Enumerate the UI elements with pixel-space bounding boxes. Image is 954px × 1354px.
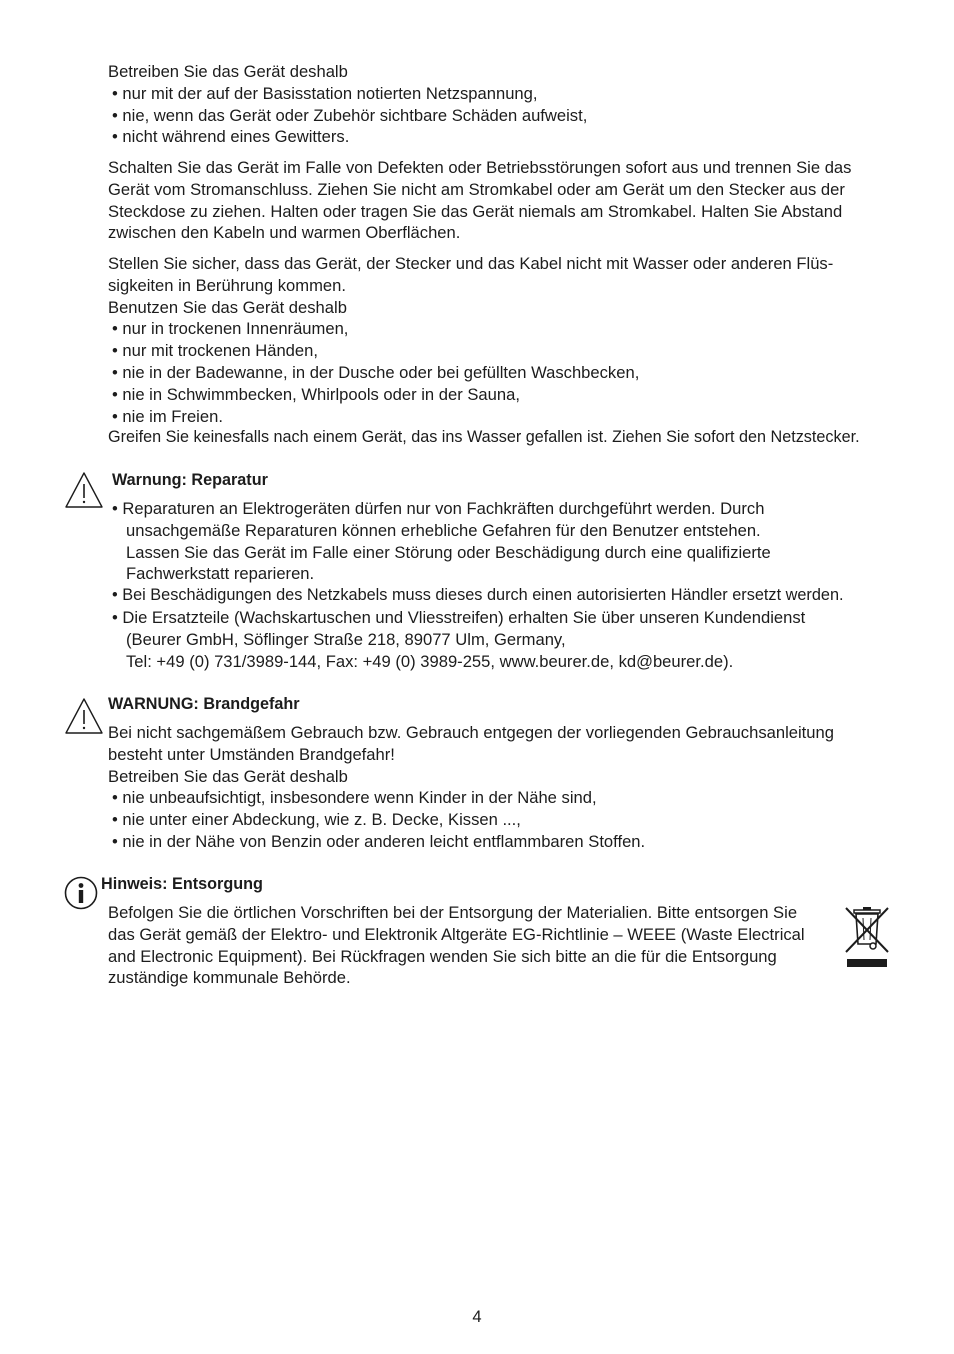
list-item-continuation: Lassen Sie das Gerät im Falle einer Störung oder Beschädigung durch eine qualifizierte — [126, 542, 771, 562]
defect-paragraph — [108, 157, 898, 244]
body-text: Betreiben Sie das Gerät deshalb — [108, 766, 348, 786]
list-item: • Bei Beschädigungen des Netzkabels muss dieses durch einen autorisierten Händler ersetzt werden. — [108, 585, 898, 607]
body-text: Greifen Sie keinesfalls nach einem Gerät, das ins Wasser gefallen ist. Ziehen Sie sofort den Netzstecker. — [108, 428, 860, 447]
warning-fire-title: WARNUNG: Brandgefahr — [108, 695, 300, 713]
list-item: • nicht während eines Gewitters. — [108, 126, 898, 148]
list-item: • nie in Schwimmbecken, Whirlpools oder in der Sauna, — [108, 384, 898, 406]
list-item-continuation: (Beurer GmbH, Söflinger Straße 218, 89077 Ulm, Germany, — [126, 629, 566, 649]
list-item: • nie unter einer Abdeckung, wie z. B. Decke, Kissen ..., — [108, 809, 898, 831]
list-item: • Die Ersatzteile (Wachskartuschen und Vliesstreifen) erhalten Sie über unseren Kundendienst — [108, 607, 898, 629]
crossed-out-wheelie-bin-icon — [842, 904, 892, 968]
body-text: zuständige kommunale Behörde. — [108, 968, 351, 988]
list-item: • nur mit trockenen Händen, — [108, 340, 898, 362]
body-text: sigkeiten in Berührung kommen. — [108, 275, 346, 295]
body-text: Stellen Sie sicher, dass das Gerät, der Stecker und das Kabel nicht mit Wasser oder anderen Flüs- — [108, 254, 834, 273]
page-number: 4 — [472, 1307, 482, 1326]
warning-fire-body — [108, 722, 898, 853]
body-text: and Electronic Equipment). Bei Rückfragen wenden Sie sich bitte an die für die Entsorgung — [108, 946, 777, 966]
list-item: • nie in der Nähe von Benzin oder anderen leicht entflammbaren Stoffen. — [108, 831, 898, 853]
body-text: zwischen den Kabeln und warmen Oberflächen. — [108, 223, 461, 243]
body-text: Gerät vom Stromanschluss. Ziehen Sie nicht am Stromkabel oder am Gerät um den Stecker aus der — [108, 179, 845, 199]
warning-repair-section — [112, 470, 902, 492]
list-item: • nur mit der auf der Basisstation notierten Netzspannung, — [108, 83, 898, 105]
warning-triangle-icon — [64, 697, 104, 735]
list-item: • nie in der Badewanne, in der Dusche oder bei gefüllten Waschbecken, — [108, 362, 898, 384]
list-item: • nie im Freien. — [108, 406, 898, 428]
warning-triangle-icon — [64, 471, 104, 509]
note-disposal-body — [108, 902, 898, 989]
warning-repair-title: Warnung: Reparatur — [112, 471, 268, 489]
list-item-continuation: Tel: +49 (0) 731/3989-144, Fax: +49 (0) 3989-255, www.beurer.de, kd@beurer.de). — [126, 651, 734, 671]
body-text: besteht unter Umständen Brandgefahr! — [108, 744, 395, 764]
list-item: • Reparaturen an Elektrogeräten dürfen nur von Fachkräften durchgeführt werden. Durch — [108, 498, 898, 520]
list-item-continuation: Fachwerkstatt reparieren. — [126, 564, 315, 584]
note-disposal-section — [101, 874, 891, 896]
warning-repair-list — [108, 498, 898, 672]
list-item: • nie, wenn das Gerät oder Zubehör sichtbare Schäden aufweist, — [108, 105, 898, 127]
warning-fire-section — [108, 694, 898, 716]
operating-conditions-block — [108, 61, 898, 148]
body-text: Steckdose zu ziehen. Halten oder tragen Sie das Gerät niemals am Stromkabel. Halten Sie Abstand — [108, 201, 843, 221]
body-text: Benutzen Sie das Gerät deshalb — [108, 297, 347, 317]
body-text: das Gerät gemäß der Elektro- und Elektronik Altgeräte EG-Richtlinie – WEEE (Waste Electrical — [108, 924, 805, 944]
list-item-continuation: unsachgemäße Reparaturen können erhebliche Gefahren für den Benutzer entstehen. — [126, 520, 761, 540]
water-safety-block — [108, 253, 898, 449]
body-text: Schalten Sie das Gerät im Falle von Defekten oder Betriebsstörungen sofort aus und trennen Sie das — [108, 158, 852, 177]
note-disposal-title: Hinweis: Entsorgung — [101, 875, 263, 893]
list-item: • nur in trockenen Innenräumen, — [108, 318, 898, 340]
body-text: Bei nicht sachgemäßem Gebrauch bzw. Gebrauch entgegen der vorliegenden Gebrauchsanleitung — [108, 723, 834, 742]
body-text: Betreiben Sie das Gerät deshalb — [108, 62, 348, 81]
list-item: • nie unbeaufsichtigt, insbesondere wenn Kinder in der Nähe sind, — [108, 787, 898, 809]
info-circle-icon — [64, 876, 98, 910]
body-text: Befolgen Sie die örtlichen Vorschriften bei der Entsorgung der Materialien. Bitte entsorgen Sie — [108, 903, 798, 922]
